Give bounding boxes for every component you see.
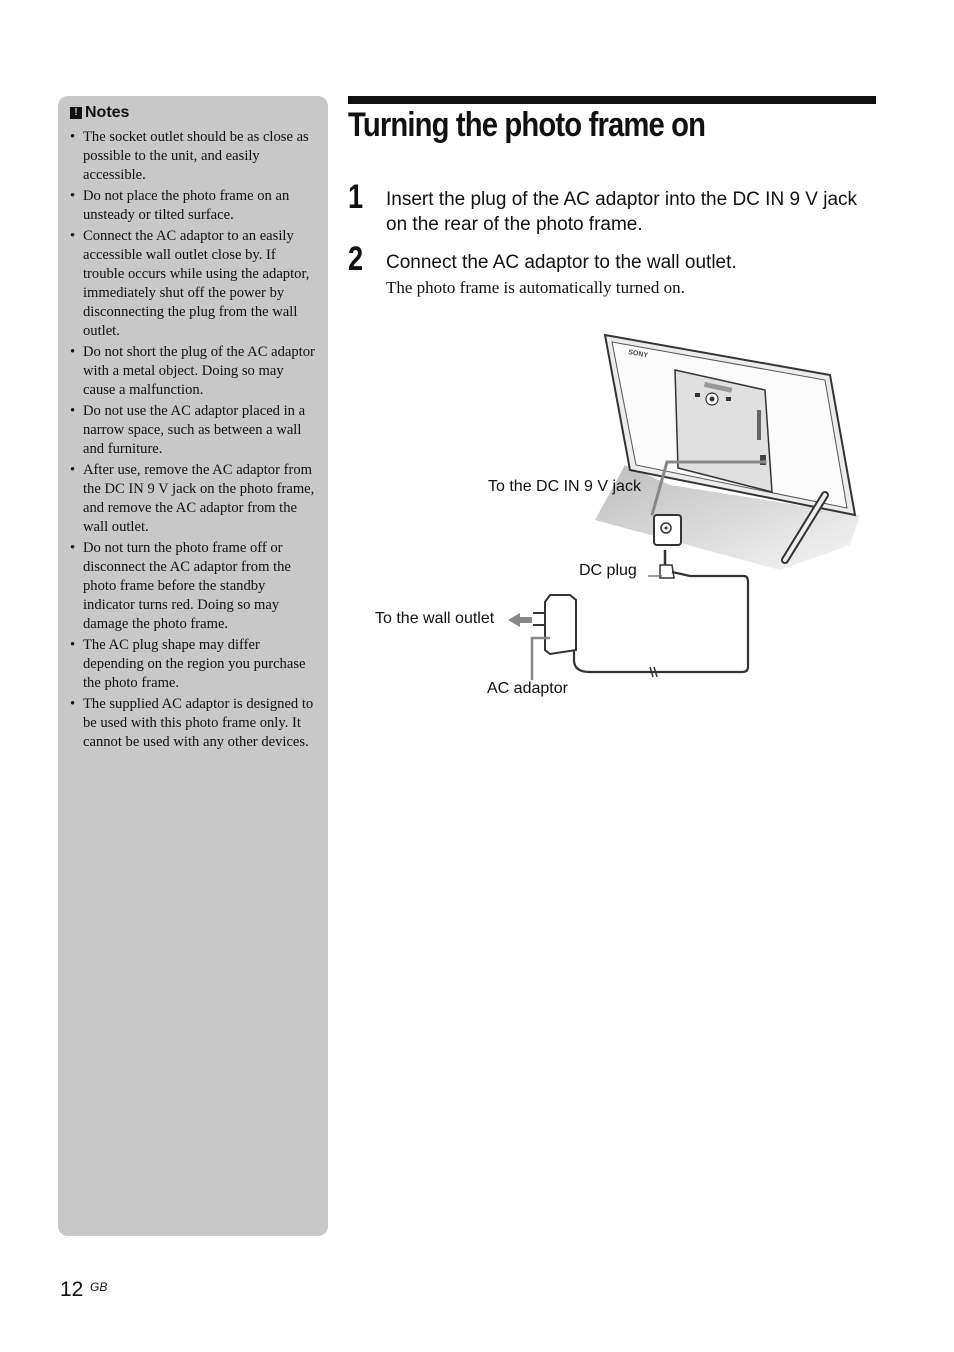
step-1-text: Insert the plug of the AC adaptor into the DC IN 9 V jack on the rear of the photo frame.	[386, 189, 858, 235]
title-rule	[348, 96, 876, 104]
step-1-number: 1	[348, 178, 364, 216]
dc-plug-label: DC plug	[579, 562, 637, 579]
step-2-text: Connect the AC adaptor to the wall outlet.	[386, 252, 737, 273]
connection-diagram	[360, 320, 880, 720]
wall-outlet-label: To the wall outlet	[375, 610, 495, 627]
adaptor-cable	[574, 572, 748, 672]
page-number: 12	[60, 1278, 84, 1301]
step-2-subtext: The photo frame is automatically turned on.	[386, 278, 685, 297]
ac-adaptor	[545, 595, 576, 654]
note-item: • After use, remove the AC adaptor from the DC IN 9 V jack on the photo frame, and remove the AC adaptor from the wall outlet.	[70, 461, 316, 537]
note-item: • Connect the AC adaptor to an easily accessible wall outlet close by. If trouble occurs while using the adaptor, immediately shut off the power by disconnecting the plug from the wall outlet.	[70, 227, 316, 341]
note-item: • The socket outlet should be as close as possible to the unit, and easily accessible.	[70, 128, 316, 185]
page-title: Turning the photo frame on	[348, 106, 706, 144]
notes-heading	[70, 104, 129, 122]
note-icon: !	[70, 107, 82, 119]
notes-list	[70, 128, 316, 754]
note-item: • Do not short the plug of the AC adaptor with a metal object. Doing so may cause a malfunction.	[70, 343, 316, 400]
note-item: • Do not turn the photo frame off or disconnect the AC adaptor from the photo frame before the standby indicator turns red. Doing so may damage the photo frame.	[70, 539, 316, 634]
dc-plug	[660, 565, 674, 578]
connection-illustration	[360, 320, 880, 720]
dc-jack-detail	[654, 515, 681, 545]
left-arrow-icon	[508, 613, 532, 627]
dc-jack-label: To the DC IN 9 V jack	[488, 478, 641, 495]
brand-label: SONY	[627, 349, 649, 360]
notes-heading-label: Notes	[85, 104, 130, 121]
note-item: • The AC plug shape may differ depending on the region you purchase the photo frame.	[70, 636, 316, 693]
page-suffix: GB	[90, 1280, 108, 1294]
note-item: • The supplied AC adaptor is designed to be used with this photo frame only. It cannot be used with any other devices.	[70, 695, 316, 752]
note-item: • Do not place the photo frame on an unsteady or tilted surface.	[70, 187, 316, 225]
step-2-number: 2	[348, 240, 364, 278]
note-item: • Do not use the AC adaptor placed in a narrow space, such as between a wall and furniture.	[70, 402, 316, 459]
ac-adaptor-label: AC adaptor	[487, 680, 568, 697]
